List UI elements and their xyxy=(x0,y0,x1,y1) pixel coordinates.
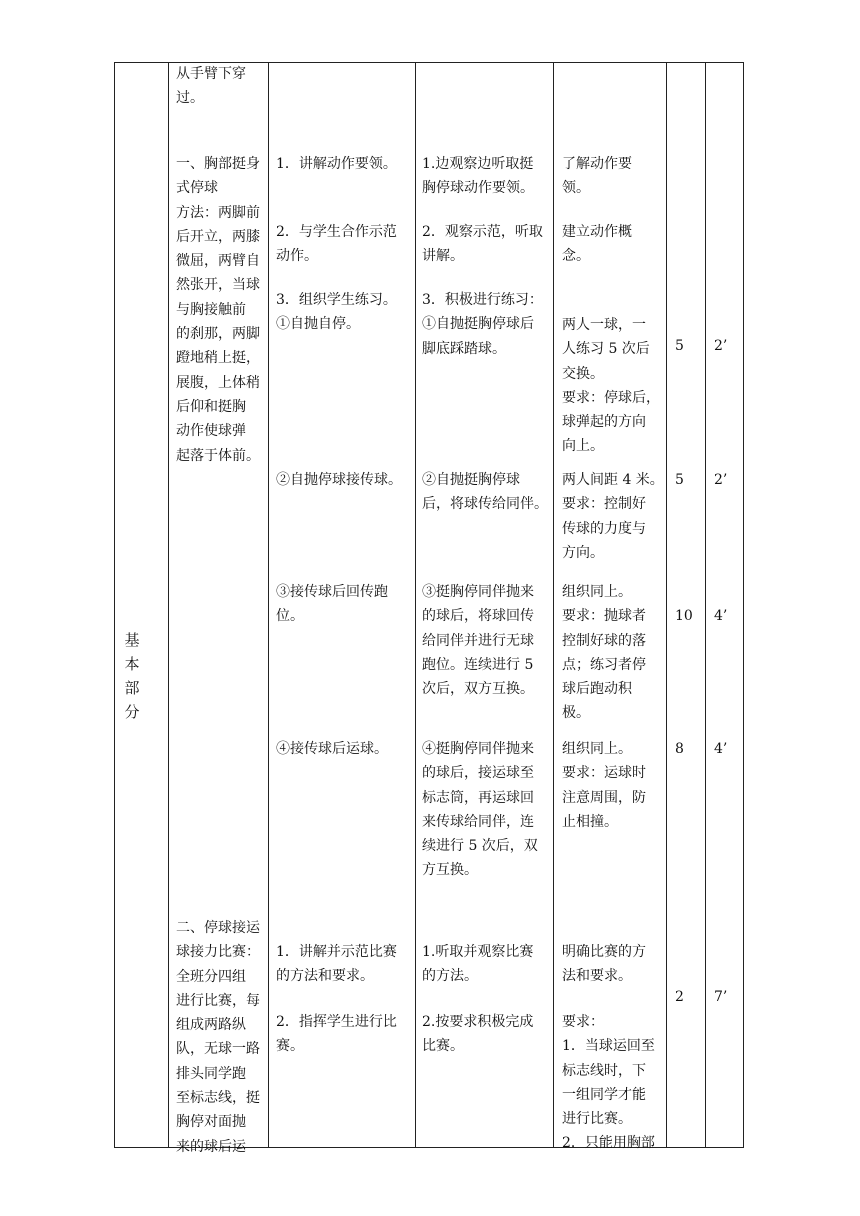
organization-note: 要求： 1．当球运回至 标志线时，下 一组同学才能 进行比赛。 2．只能用胸部 xyxy=(562,1014,655,1152)
organization-note: 了解动作要 领。 xyxy=(562,156,632,197)
student-step: 1.边观察边听取挺 胸停球动作要领。 xyxy=(422,156,534,197)
student-step: ③挺胸停同伴抛来 的球后，将球回传 给同伴并进行无球 跑位。连续进行 5 次后，双方互换。 xyxy=(422,584,534,698)
column-divider xyxy=(666,62,667,1148)
organization-note: 组织同上。 要求：运球时 注意周围，防 止相撞。 xyxy=(562,741,646,830)
student-step: ②自抛挺胸停球 后，将球传给同伴。 xyxy=(422,472,548,513)
repetition-count: 5 xyxy=(675,472,684,488)
teacher-step: ④接传球后运球。 xyxy=(276,741,388,757)
time-minutes: 2’ xyxy=(714,472,728,488)
teacher-step: 1．讲解动作要领。 xyxy=(276,156,397,172)
time-minutes: 4’ xyxy=(714,741,728,757)
teacher-step: 2．与学生合作示范 动作。 xyxy=(276,224,397,265)
time-minutes: 2’ xyxy=(714,338,728,354)
column-divider xyxy=(415,62,416,1148)
organization-note: 两人间距 4 米。 要求：控制好 传球的力度与 方向。 xyxy=(562,472,664,561)
teacher-step: 2．指挥学生进行比 赛。 xyxy=(276,1014,397,1055)
student-step: 2.按要求积极完成 比赛。 xyxy=(422,1014,534,1055)
time-minutes: 7’ xyxy=(714,989,728,1005)
content-chest-stop: 一、胸部挺身 式停球 方法：两脚前 后开立，两膝 微屈，两臂自 然张开，当球 与胸接触前 的刹那，两脚 蹬地稍上挺， 展腹，上体稍 后仰和挺胸 动作使球弹 起落于体前。 xyxy=(176,156,260,464)
section-label: 基 本 部 分 xyxy=(124,631,140,721)
student-step: 1.听取并观察比赛 的方法。 xyxy=(422,944,534,985)
time-minutes: 4’ xyxy=(714,608,728,624)
repetition-count: 10 xyxy=(675,608,693,624)
column-divider xyxy=(168,62,169,1148)
column-divider xyxy=(553,62,554,1148)
repetition-count: 8 xyxy=(675,741,684,757)
teacher-step: ②自抛停球接传球。 xyxy=(276,472,402,488)
content-continuation: 从手臂下穿 过。 xyxy=(176,66,246,107)
repetition-count: 2 xyxy=(675,989,684,1005)
student-step: 3．积极进行练习： ①自抛挺胸停球后 脚底踩踏球。 xyxy=(422,292,543,357)
organization-note: 明确比赛的方 法和要求。 xyxy=(562,944,646,985)
organization-note: 建立动作概 念。 xyxy=(562,224,632,265)
teacher-step: ③接传球后回传跑 位。 xyxy=(276,584,388,625)
organization-note: 组织同上。 要求：抛球者 控制好球的落 点；练习者停 球后跑动积 极。 xyxy=(562,584,646,722)
student-step: ④挺胸停同伴抛来 的球后，接运球至 标志筒，再运球回 来传球给同伴，连 续进行 5 次后，双 方互换。 xyxy=(422,741,538,879)
organization-note: 两人一球，一 人练习 5 次后 交换。 要求：停球后， 球弹起的方向 向上。 xyxy=(562,317,660,455)
content-relay-game: 二、停球接运 球接力比赛： 全班分四组 进行比赛，每 组成两路纵 队，无球一路 排头同学跑 至标志线，挺 胸停对面抛 来的球后运 xyxy=(176,920,260,1155)
repetition-count: 5 xyxy=(675,338,684,354)
teacher-step: 1．讲解并示范比赛 的方法和要求。 xyxy=(276,944,397,985)
student-step: 2．观察示范，听取 讲解。 xyxy=(422,224,543,265)
column-divider xyxy=(705,62,706,1148)
column-divider xyxy=(268,62,269,1148)
teacher-step: 3．组织学生练习。 ①自抛自停。 xyxy=(276,292,397,333)
